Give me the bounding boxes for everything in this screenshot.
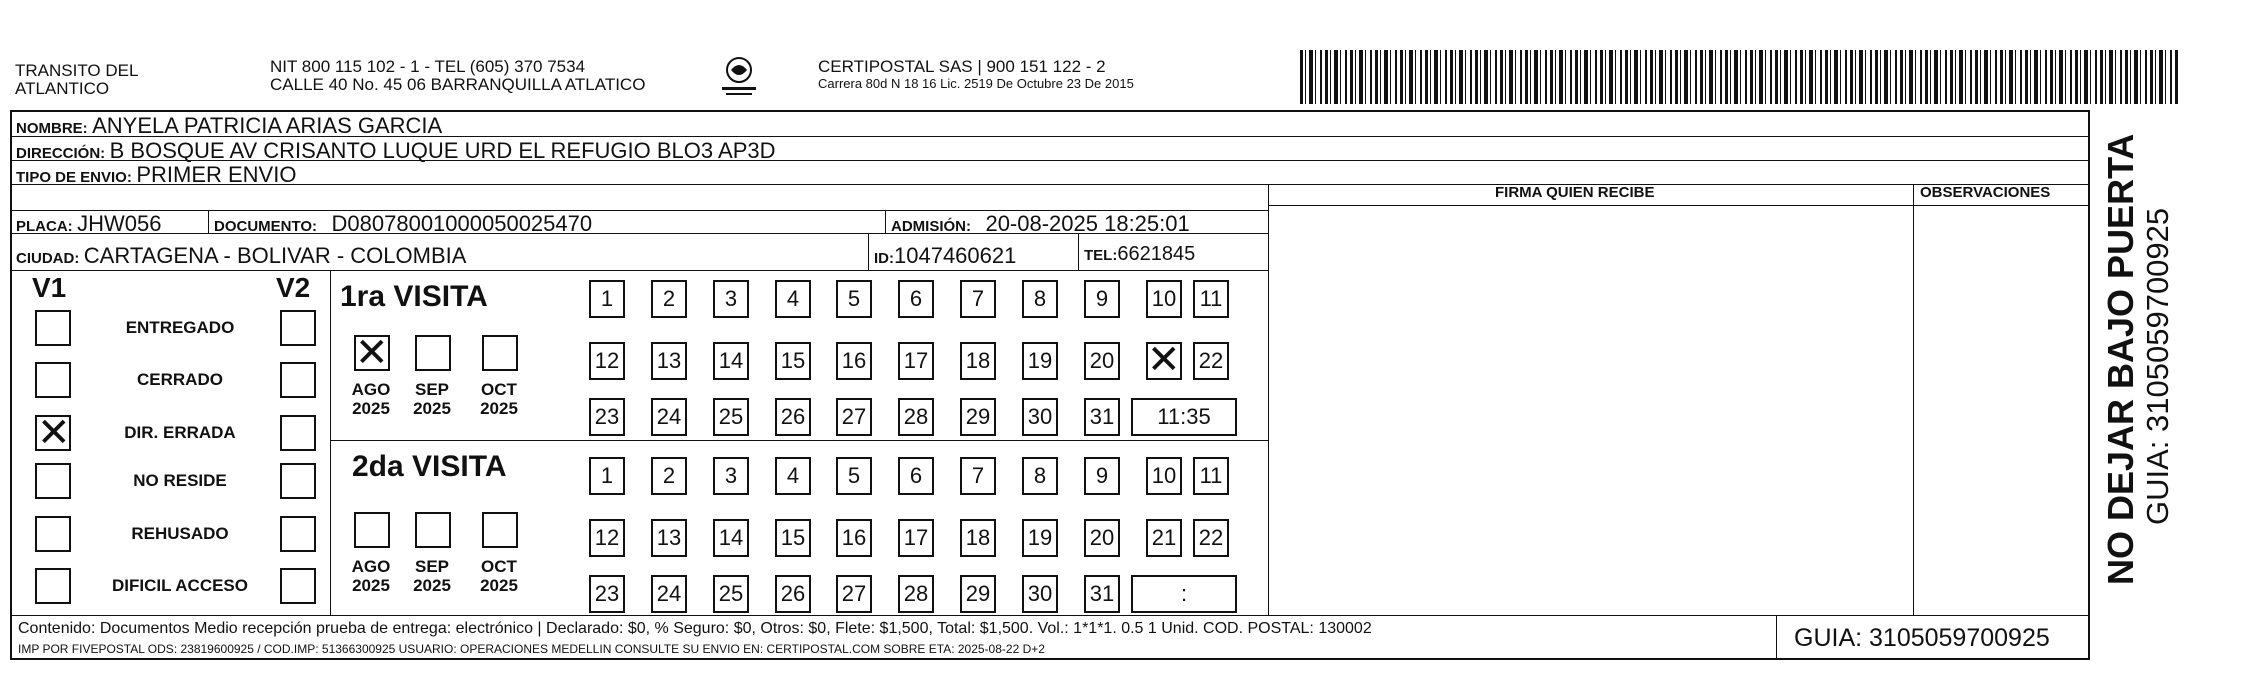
second-visit-day-15[interactable]: 15 bbox=[775, 519, 811, 557]
second-visit-day-1[interactable]: 1 bbox=[589, 457, 625, 495]
second-visit-day-27[interactable]: 27 bbox=[836, 575, 872, 613]
status-label: CERRADO bbox=[137, 370, 223, 389]
courier-license: Carrera 80d N 18 16 Lic. 2519 De Octubre 23 De 2015 bbox=[818, 76, 1134, 91]
documento-value: D08078001000050025470 bbox=[331, 211, 593, 236]
tel-field: TEL:6621845 bbox=[1084, 243, 1196, 265]
barcode bbox=[1300, 50, 2180, 104]
v1-label: V1 bbox=[32, 272, 67, 303]
second-visit-day-23[interactable]: 23 bbox=[589, 575, 625, 613]
status-label: DIR. ERRADA bbox=[124, 423, 236, 442]
second-visit-day-30[interactable]: 30 bbox=[1022, 575, 1058, 613]
second-visit-day-20[interactable]: 20 bbox=[1084, 519, 1120, 557]
first-visit-day-18[interactable]: 18 bbox=[960, 342, 996, 380]
first-visit-title: 1ra VISITA bbox=[340, 280, 488, 313]
direccion-row: DIRECCIÓN: B BOSQUE AV CRISANTO LUQUE URD EL REFUGIO BLO3 AP3D bbox=[16, 138, 776, 163]
tipo-envio-row: TIPO DE ENVIO: PRIMER ENVIO bbox=[16, 162, 297, 187]
first-visit-day-20[interactable]: 20 bbox=[1084, 342, 1120, 380]
second-visit-day-7[interactable]: 7 bbox=[960, 457, 996, 495]
v1-checkbox-no-reside[interactable] bbox=[35, 463, 71, 499]
first-visit-day-31[interactable]: 31 bbox=[1084, 398, 1120, 436]
admision-field: ADMISIÓN: 20-08-2025 18:25:01 bbox=[891, 211, 1190, 236]
v1-checkbox-cerrado[interactable] bbox=[35, 362, 71, 398]
firma-label: FIRMA QUIEN RECIBE bbox=[1495, 184, 1655, 201]
first-visit-day-3[interactable]: 3 bbox=[713, 280, 749, 318]
status-label: DIFICIL ACCESO bbox=[111, 576, 248, 595]
placa-value: JHW056 bbox=[77, 211, 162, 236]
v1-checkbox-rehusado[interactable] bbox=[35, 516, 71, 552]
first-visit-day-12[interactable]: 12 bbox=[589, 342, 625, 380]
first-visit-day-2[interactable]: 2 bbox=[651, 280, 687, 318]
first-visit-day-9[interactable]: 9 bbox=[1084, 280, 1120, 318]
second-visit-day-26[interactable]: 26 bbox=[775, 575, 811, 613]
first-visit-day-5[interactable]: 5 bbox=[836, 280, 872, 318]
observaciones-label: OBSERVACIONES bbox=[1920, 184, 2051, 201]
first-visit-day-25[interactable]: 25 bbox=[713, 398, 749, 436]
placa-field: PLACA: JHW056 bbox=[16, 211, 162, 236]
second-visit-title: 2da VISITA bbox=[352, 450, 507, 483]
second-visit-day-16[interactable]: 16 bbox=[836, 519, 872, 557]
first-visit-day-24[interactable]: 24 bbox=[651, 398, 687, 436]
no-dejar-warning: NO DEJAR BAJO PUERTA bbox=[2100, 133, 2141, 585]
first-visit-day-11[interactable]: 11 bbox=[1193, 280, 1229, 318]
v2-checkbox-dir-errada[interactable] bbox=[280, 415, 316, 451]
nit-line: NIT 800 115 102 - 1 - TEL (605) 370 7534 bbox=[270, 57, 586, 76]
second-visit-day-2[interactable]: 2 bbox=[651, 457, 687, 495]
documento-field: DOCUMENTO: D08078001000050025470 bbox=[214, 211, 593, 236]
v1-check-mark: ✕ bbox=[37, 410, 71, 456]
first-visit-day-26[interactable]: 26 bbox=[775, 398, 811, 436]
first-visit-day-17[interactable]: 17 bbox=[898, 342, 934, 380]
first-visit-day-22[interactable]: 22 bbox=[1193, 342, 1229, 380]
second-visit-day-3[interactable]: 3 bbox=[713, 457, 749, 495]
direccion-value: B BOSQUE AV CRISANTO LUQUE URD EL REFUGIO BLO3 AP3D bbox=[109, 138, 776, 163]
first-visit-day-10[interactable]: 10 bbox=[1146, 280, 1182, 318]
nombre-value: ANYELA PATRICIA ARIAS GARCIA bbox=[92, 113, 443, 138]
v2-checkbox-rehusado[interactable] bbox=[280, 516, 316, 552]
second-visit-day-5[interactable]: 5 bbox=[836, 457, 872, 495]
first-visit-day-19[interactable]: 19 bbox=[1022, 342, 1058, 380]
ciudad-value: CARTAGENA - BOLIVAR - COLOMBIA bbox=[83, 243, 467, 268]
second-visit-time-box[interactable]: : bbox=[1131, 575, 1237, 613]
first-visit-day-1[interactable]: 1 bbox=[589, 280, 625, 318]
courier-details bbox=[818, 58, 1134, 92]
first-visit-day-8[interactable]: 8 bbox=[1022, 280, 1058, 318]
second-visit-day-13[interactable]: 13 bbox=[651, 519, 687, 557]
v2-checkbox-no-reside[interactable] bbox=[280, 463, 316, 499]
second-visit-day-28[interactable]: 28 bbox=[898, 575, 934, 613]
first-visit-day-check-mark: ✕ bbox=[1147, 337, 1181, 383]
second-visit-month-label: SEP 2025 bbox=[413, 557, 451, 595]
second-visit-day-31[interactable]: 31 bbox=[1084, 575, 1120, 613]
status-label: ENTREGADO bbox=[125, 318, 235, 337]
first-visit-month-checkbox-sep[interactable] bbox=[415, 335, 451, 371]
second-visit-day-24[interactable]: 24 bbox=[651, 575, 687, 613]
v1-checkbox-dificil-acceso[interactable] bbox=[35, 568, 71, 604]
sender-name: TRANSITO DEL ATLANTICO bbox=[15, 61, 139, 98]
address-line: CALLE 40 No. 45 06 BARRANQUILLA ATLATICO bbox=[270, 75, 646, 94]
first-visit-day-15[interactable]: 15 bbox=[775, 342, 811, 380]
first-visit-month-label: AGO 2025 bbox=[351, 380, 391, 418]
first-visit-day-6[interactable]: 6 bbox=[898, 280, 934, 318]
contenido-text: Contenido: Documentos Medio recepción prueba de entrega: electrónico | Declarado: $0, % Seguro: $0, Otros: $0, Flete: $1,500, Total: $1,500. Vol.: 1*1*1. 0.5 1 Unid. COD. POSTAL: 130002 bbox=[18, 620, 1372, 637]
second-visit-day-22[interactable]: 22 bbox=[1193, 519, 1229, 557]
status-label: NO RESIDE bbox=[133, 471, 227, 490]
first-visit-day-13[interactable]: 13 bbox=[651, 342, 687, 380]
side-guia: GUIA: 3105059700925 bbox=[2140, 207, 2175, 525]
second-visit-day-29[interactable]: 29 bbox=[960, 575, 996, 613]
second-visit-day-25[interactable]: 25 bbox=[713, 575, 749, 613]
first-visit-month-checkbox-oct[interactable] bbox=[482, 335, 518, 371]
admision-value: 20-08-2025 18:25:01 bbox=[985, 211, 1190, 236]
first-visit-day-14[interactable]: 14 bbox=[713, 342, 749, 380]
second-visit-day-21[interactable]: 21 bbox=[1146, 519, 1182, 557]
imp-text: IMP POR FIVEPOSTAL ODS: 23819600925 / COD.IMP: 51366300925 USUARIO: OPERACIONES MEDELLIN CONSULTE SU ENVIO EN: CERTIPOSTAL.COM SOBRE ETA: 2025-08-22 D+2 bbox=[18, 642, 1045, 656]
v2-checkbox-cerrado[interactable] bbox=[280, 362, 316, 398]
second-visit-day-14[interactable]: 14 bbox=[713, 519, 749, 557]
id-value: 1047460621 bbox=[894, 243, 1017, 268]
first-visit-day-16[interactable]: 16 bbox=[836, 342, 872, 380]
first-visit-day-4[interactable]: 4 bbox=[775, 280, 811, 318]
second-visit-day-9[interactable]: 9 bbox=[1084, 457, 1120, 495]
first-visit-day-7[interactable]: 7 bbox=[960, 280, 996, 318]
v2-label: V2 bbox=[276, 272, 311, 303]
second-visit-month-label: OCT 2025 bbox=[480, 557, 518, 595]
first-visit-day-27[interactable]: 27 bbox=[836, 398, 872, 436]
courier-name: CERTIPOSTAL SAS | 900 151 122 - 2 bbox=[818, 57, 1106, 76]
second-visit-day-18[interactable]: 18 bbox=[960, 519, 996, 557]
second-visit-day-10[interactable]: 10 bbox=[1146, 457, 1182, 495]
second-visit-day-6[interactable]: 6 bbox=[898, 457, 934, 495]
first-visit-day-28[interactable]: 28 bbox=[898, 398, 934, 436]
second-visit-month-checkbox-ago[interactable] bbox=[354, 512, 390, 548]
second-visit-month-checkbox-sep[interactable] bbox=[415, 512, 451, 548]
v2-checkbox-entregado[interactable] bbox=[280, 310, 316, 346]
v2-checkbox-dificil-acceso[interactable] bbox=[280, 568, 316, 604]
first-visit-month-label: SEP 2025 bbox=[413, 380, 451, 418]
v1-checkbox-entregado[interactable] bbox=[35, 310, 71, 346]
status-label: REHUSADO bbox=[131, 524, 229, 543]
second-visit-month-label: AGO 2025 bbox=[351, 557, 391, 595]
first-visit-day-23[interactable]: 23 bbox=[589, 398, 625, 436]
nombre-row: NOMBRE: ANYELA PATRICIA ARIAS GARCIA bbox=[16, 113, 443, 138]
ciudad-field: CIUDAD: CARTAGENA - BOLIVAR - COLOMBIA bbox=[16, 243, 467, 268]
second-visit-day-11[interactable]: 11 bbox=[1193, 457, 1229, 495]
second-visit-month-checkbox-oct[interactable] bbox=[482, 512, 518, 548]
tel-value: 6621845 bbox=[1117, 243, 1196, 265]
first-visit-day-29[interactable]: 29 bbox=[960, 398, 996, 436]
guia-box: GUIA: 3105059700925 bbox=[1794, 624, 2050, 652]
id-field: ID:1047460621 bbox=[874, 243, 1017, 268]
first-visit-day-30[interactable]: 30 bbox=[1022, 398, 1058, 436]
tipo-envio-value: PRIMER ENVIO bbox=[136, 162, 297, 187]
certipostal-logo bbox=[714, 55, 764, 100]
second-visit-day-4[interactable]: 4 bbox=[775, 457, 811, 495]
second-visit-day-17[interactable]: 17 bbox=[898, 519, 934, 557]
first-visit-month-check-mark: ✕ bbox=[355, 330, 389, 376]
second-visit-day-19[interactable]: 19 bbox=[1022, 519, 1058, 557]
sender-details bbox=[270, 58, 645, 94]
first-visit-month-label: OCT 2025 bbox=[480, 380, 518, 418]
second-visit-day-12[interactable]: 12 bbox=[589, 519, 625, 557]
second-visit-day-8[interactable]: 8 bbox=[1022, 457, 1058, 495]
first-visit-time-box[interactable]: 11:35 bbox=[1131, 398, 1237, 436]
